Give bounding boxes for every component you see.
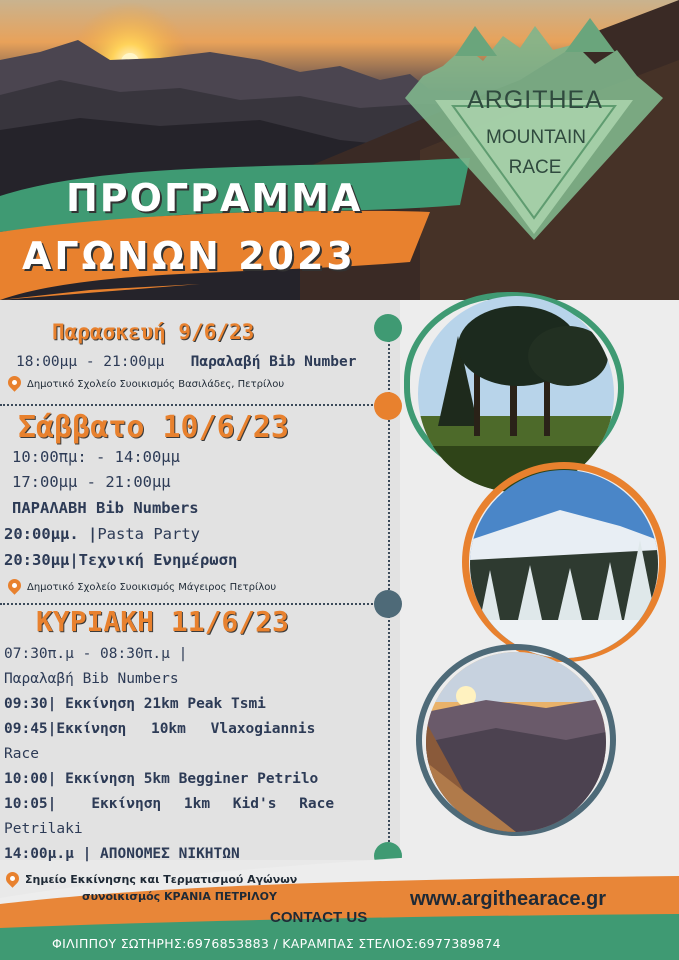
sunday-location-1: Σημείο Εκκίνησης και Τερματισμού Αγώνων [25,873,298,886]
title-line-1: ΠΡΟΓΡΑΜΜΑ [66,176,363,220]
friday-event: Παραλαβή Bib Number [190,354,357,370]
friday-location-row [8,376,284,390]
snowy-mountain-photo [470,470,658,658]
website-link[interactable]: www.argithearace.gr [410,888,606,910]
saturday-heading: Σάββατο 10/6/23 [18,410,289,445]
sunday-location-row [6,872,297,886]
contact-label: CONTACT US [270,909,368,926]
sunday-line-4-event: Εκκίνηση 10km Vlaxogiannis [56,721,316,737]
sunday-line-3-event: Εκκίνηση 21km Peak Tsmi [65,696,266,712]
logo-text-race: RACE [508,157,562,178]
sunday-line-4-time: 09:45| [4,721,57,737]
friday-time: 18:00μμ - 21:00μμ [16,354,165,370]
saturday-location: Δημοτικό Σχολείο Συοικισμός Μάγειρος Πετρίλου [27,582,277,593]
forest-photo [418,296,614,492]
location-pin-icon [3,869,21,887]
mountain-ridge-photo [426,652,606,832]
saturday-line-4-time: 20:00μμ. | [4,525,98,543]
sunday-line-7-event: Εκκίνηση 1km Kid's Race [91,796,335,812]
sunday-line-6-time: 10:00| [4,771,57,787]
saturday-line-5-event: Τεχνική Ενημέρωση [78,551,238,569]
timeline-dot [374,314,402,342]
saturday-line-5-time: 20:30μμ| [4,551,79,569]
sunday-line-8: Petrilaki [4,821,83,837]
friday-location: Δημοτικό Σχολείο Συοικισμός Βασιλάδες, Πετρίλου [27,379,285,390]
sunday-line-9-event: ΑΠΟΝΟΜΕΣ ΝΙΚΗΤΩΝ [100,846,240,862]
contact-phones: ΦΙΛΙΠΠΟΥ ΣΩΤΗΡΗΣ:6976853883 / ΚΑΡΑΜΠΑΣ ΣΤΕΛΙΟΣ:6977389874 [52,936,501,951]
logo-text-mountain: MOUNTAIN [486,127,586,148]
sunday-line-1: 07:30π.μ - 08:30π.μ | [4,646,188,662]
sunday-location-2: συνοικισμός ΚΡΑΝΙΑ ΠΕΤΡΙΛΟΥ [82,890,277,903]
sunday-line-6-event: Εκκίνηση 5km Begginer Petrilo [65,771,319,787]
saturday-line-2: 17:00μμ - 21:00μμ [12,473,171,491]
location-pin-icon [5,576,23,594]
saturday-location-row [8,579,276,593]
saturday-line-4-event: Pasta Party [97,525,200,543]
argithea-logo [405,6,663,244]
title-line-2: ΑΓΩΝΩΝ 2023 [22,234,356,278]
saturday-line-3: ΠΑΡΑΛΑΒΗ Bib Numbers [12,499,199,517]
sunday-line-7-time: 10:05| [4,796,57,812]
sunday-line-9-time: 14:00μ.μ | [4,846,92,862]
sunday-line-5: Race [4,746,39,762]
friday-heading: Παρασκευή 9/6/23 [52,320,255,344]
sunday-heading: ΚΥΡΙΑΚΗ 11/6/23 [36,605,289,638]
saturday-line-1: 10:00πμ: - 14:00μμ [12,448,180,466]
sunday-line-3-time: 09:30| [4,696,57,712]
timeline-dot [374,590,402,618]
divider [0,404,388,406]
logo-text-argithea: ARGITHEA [467,86,603,114]
location-pin-icon [5,373,23,391]
sunday-line-2: Παραλαβή Bib Numbers [4,671,179,687]
timeline-dot [374,392,402,420]
